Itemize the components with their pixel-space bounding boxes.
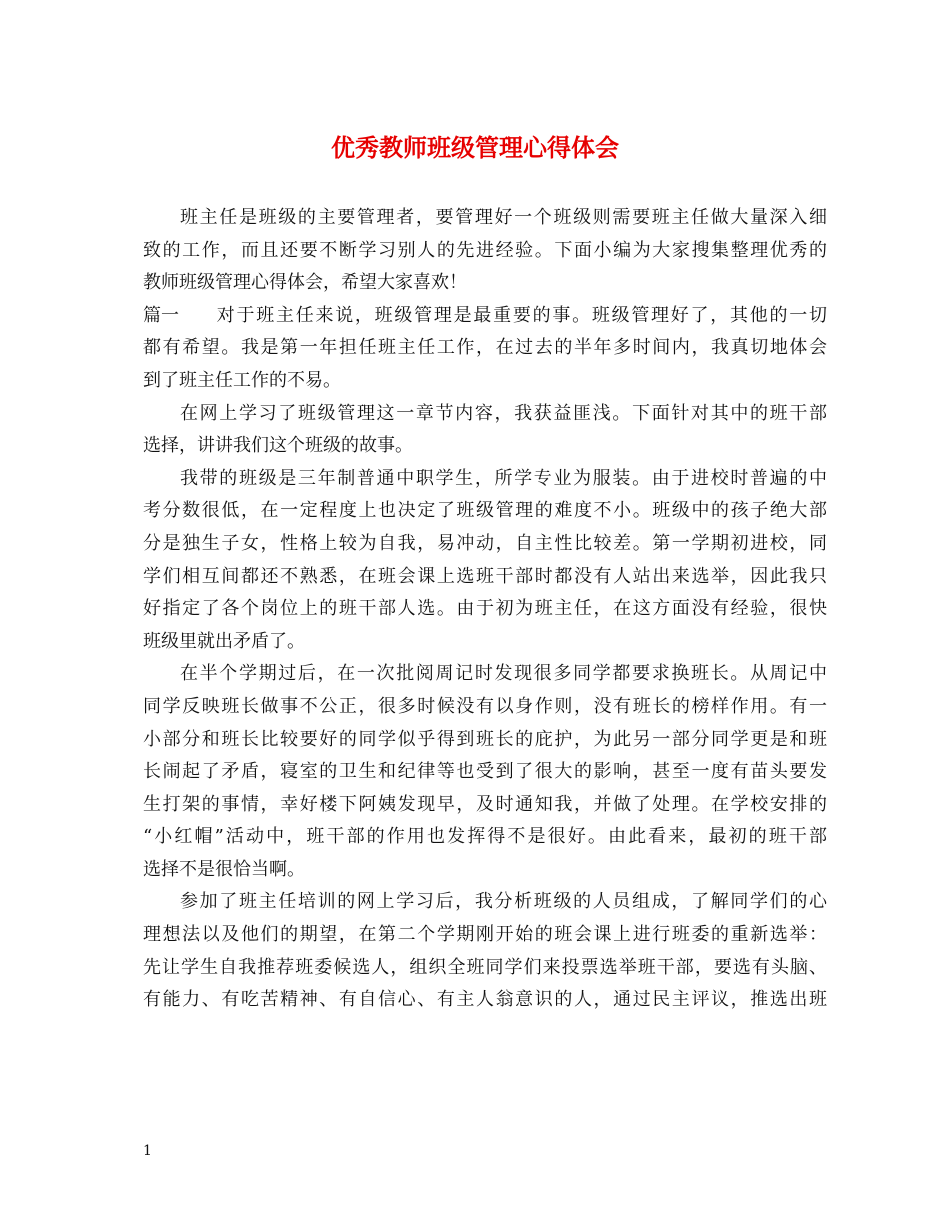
text-line: 考分数很低，在一定程度上也决定了班级管理的难度不小。班级中的孩子绝大部 [143,500,827,522]
document-body [143,202,827,1017]
text-line: 参加了班主任培训的网上学习后，我分析班级的人员组成，了解同学们的心 [180,891,827,913]
text-line: 到了班主任工作的不易。 [143,369,341,391]
text-line: 在半个学期过后，在一次批阅周记时发现很多同学都要求换班长。从周记中 [180,663,827,685]
text-line: 在网上学习了班级管理这一章节内容，我获益匪浅。下面针对其中的班干部 [180,402,827,424]
text-line: 小部分和班长比较要好的同学似乎得到班长的庇护，为此另一部分同学更是和班 [143,728,827,750]
text-line-content: 对于班主任来说，班级管理是最重要的事。班级管理好了，其他的一切 [215,304,827,326]
text-line: 我带的班级是三年制普通中职学生，所学专业为服装。由于进校时普遍的中 [180,467,827,489]
section-mark: 篇一 [143,304,179,326]
text-line: 班级里就出矛盾了。 [143,630,305,652]
text-line [143,300,827,333]
page-number: 1 [143,1143,152,1159]
document-title: 优秀教师班级管理心得体会 [331,133,619,162]
text-line: 教师班级管理心得体会，希望大家喜欢！ [143,272,467,294]
text-line: 班主任是班级的主要管理者，要管理好一个班级则需要班主任做大量深入细 [180,207,827,228]
text-line: 都有希望。我是第一年担任班主任工作，在过去的半年多时间内，我真切地体会 [143,337,827,359]
text-line: 先让学生自我推荐班委候选人，组织全班同学们来投票选举班干部，要选有头脑、 [143,956,827,978]
text-line: 有能力、有吃苦精神、有自信心、有主人翁意识的人，通过民主评议，推选出班 [143,989,827,1011]
text-line: 学们相互间都还不熟悉，在班会课上选班干部时都没有人站出来选举，因此我只 [143,565,827,587]
text-line: 选择不是很恰当啊。 [143,858,305,880]
text-line: 理想法以及他们的期望，在第二个学期刚开始的班会课上进行班委的重新选举： [143,924,827,946]
text-line: 长闹起了矛盾，寝室的卫生和纪律等也受到了很大的影响，甚至一度有苗头要发 [143,761,827,783]
text-line: 生打架的事情，幸好楼下阿姨发现早，及时通知我，并做了处理。在学校安排的 [143,793,827,815]
text-line: 致的工作，而且还要不断学习别人的先进经验。下面小编为大家搜集整理优秀的 [143,239,827,261]
text-line: 选择，讲讲我们这个班级的故事。 [143,435,413,457]
text-line: 好指定了各个岗位上的班干部人选。由于初为班主任，在这方面没有经验，很快 [143,598,827,620]
text-line: 分是独生子女，性格上较为自我，易冲动，自主性比较差。第一学期初进校，同 [143,532,827,554]
text-line: “小红帽”活动中，班干部的作用也发挥得不是很好。由此看来，最初的班干部 [143,826,827,848]
text-line: 同学反映班长做事不公正，很多时候没有以身作则，没有班长的榜样作用。有一 [143,695,827,717]
